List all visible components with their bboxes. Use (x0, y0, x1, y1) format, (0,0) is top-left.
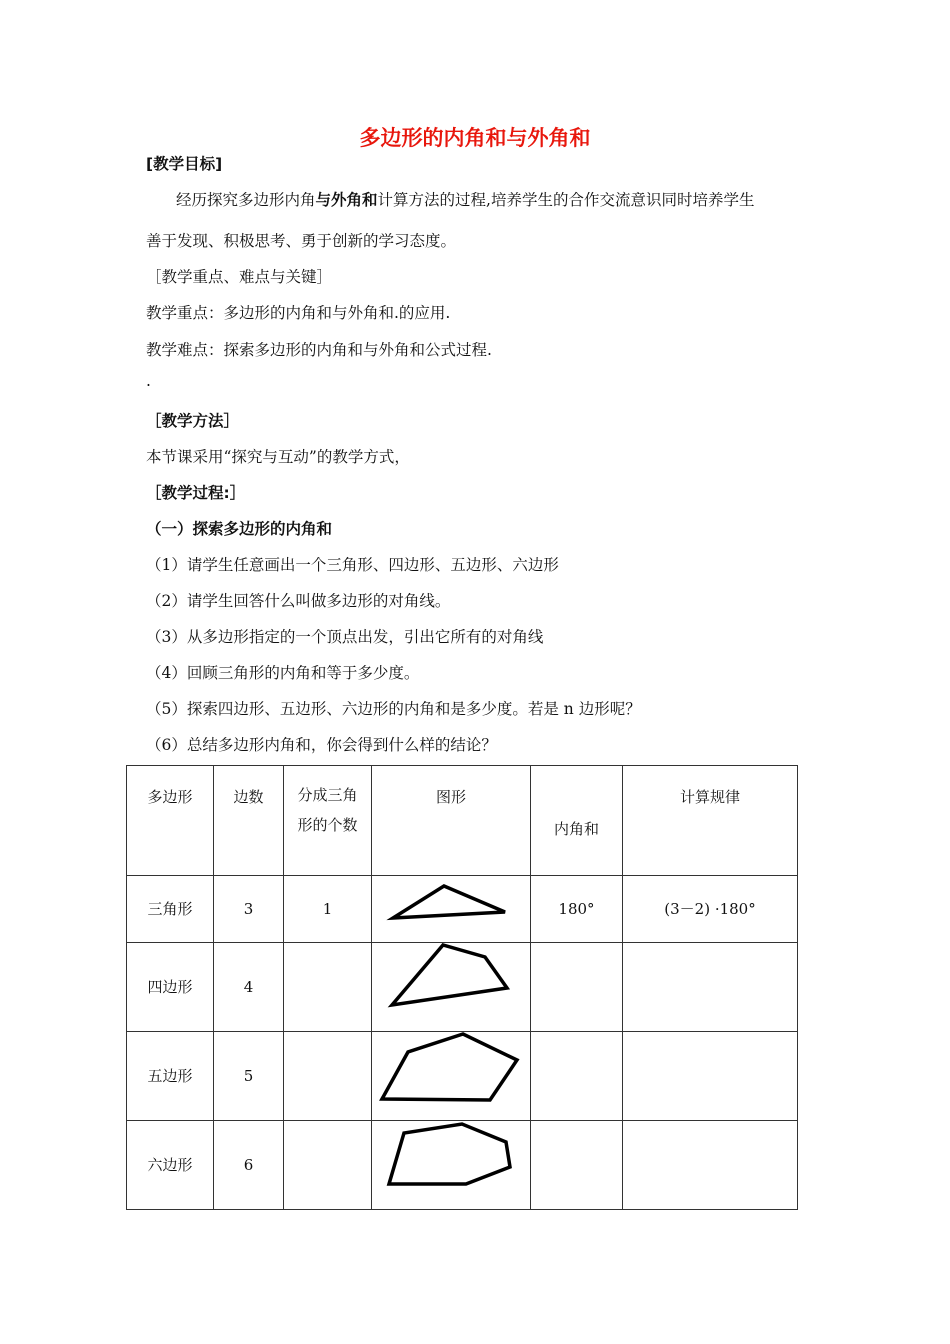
row-angle-sum: 180° (531, 876, 623, 943)
step-5: （5）探索四边形、五边形、六边形的内角和是多少度。若是 n 边形呢？ (146, 700, 641, 718)
polygon-angle-table (126, 765, 798, 1210)
step-4: （4）回顾三角形的内角和等于多少度。 (146, 664, 420, 682)
row-rule: (3－2) ·180° (623, 876, 798, 943)
table-row (127, 1032, 798, 1121)
row-rule (623, 1121, 798, 1210)
table-row (127, 943, 798, 1032)
goal-paragraph-line-2: 善于发现、积极思考、勇于创新的学习态度。 (146, 232, 457, 250)
row-figure (372, 1121, 531, 1210)
row-rule (623, 1032, 798, 1121)
row-triangles (284, 1032, 372, 1121)
goal-text-c: 计算方法的过程,培养学生的合作交流意识同时培养学生 (377, 191, 755, 209)
quadrilateral-shape (372, 943, 530, 1031)
section-goal-heading: [教学目标] (146, 155, 223, 173)
header-sides: 边数 (214, 766, 284, 876)
row-figure (372, 943, 531, 1032)
document-title: 多边形的内角和与外角和 (359, 126, 591, 150)
key-point-text: 教学重点：多边形的内角和与外角和.的应用. (146, 304, 451, 322)
section-method-heading: ［教学方法］ (146, 412, 240, 430)
table-row (127, 1121, 798, 1210)
table-header-row (127, 766, 798, 876)
row-sides: 3 (214, 876, 284, 943)
row-angle-sum (531, 1121, 623, 1210)
row-triangles: 1 (284, 876, 372, 943)
stray-dot: . (146, 372, 151, 390)
goal-paragraph-line-1 (176, 188, 754, 210)
goal-text-b: 与外角和 (315, 191, 378, 209)
row-angle-sum (531, 943, 623, 1032)
hexagon-shape (372, 1121, 530, 1209)
row-triangles (284, 1121, 372, 1210)
method-text: 本节课采用“探究与互动”的教学方式， (146, 448, 410, 466)
row-sides: 4 (214, 943, 284, 1032)
row-figure (372, 876, 531, 943)
header-triangles: 分成三角 形的个数 (284, 766, 372, 876)
row-figure (372, 1032, 531, 1121)
section-process-heading: ［教学过程:］ (146, 484, 246, 502)
row-rule (623, 943, 798, 1032)
goal-text-a: 经历探究多边形内角 (176, 191, 316, 209)
pentagon-shape (372, 1032, 530, 1120)
sub-heading: （一）探索多边形的内角和 (146, 520, 333, 538)
step-3: （3）从多边形指定的一个顶点出发，引出它所有的对角线 (146, 628, 544, 646)
header-figure: 图形 (372, 766, 531, 876)
row-triangles (284, 943, 372, 1032)
step-2: （2）请学生回答什么叫做多边形的对角线。 (146, 592, 451, 610)
row-sides: 6 (214, 1121, 284, 1210)
row-name: 六边形 (127, 1121, 214, 1210)
row-name: 三角形 (127, 876, 214, 943)
table-row (127, 876, 798, 943)
row-name: 四边形 (127, 943, 214, 1032)
row-name: 五边形 (127, 1032, 214, 1121)
step-6: （6）总结多边形内角和，你会得到什么样的结论？ (146, 736, 497, 754)
header-polygon: 多边形 (127, 766, 214, 876)
difficult-point-text: 教学难点：探索多边形的内角和与外角和公式过程. (146, 341, 492, 359)
section-key-heading: ［教学重点、难点与关键］ (146, 268, 333, 286)
step-1: （1）请学生任意画出一个三角形、四边形、五边形、六边形 (146, 556, 559, 574)
header-rule: 计算规律 (623, 766, 798, 876)
triangle-shape (372, 876, 530, 942)
row-angle-sum (531, 1032, 623, 1121)
row-sides: 5 (214, 1032, 284, 1121)
header-angle-sum: 内角和 (531, 766, 623, 876)
